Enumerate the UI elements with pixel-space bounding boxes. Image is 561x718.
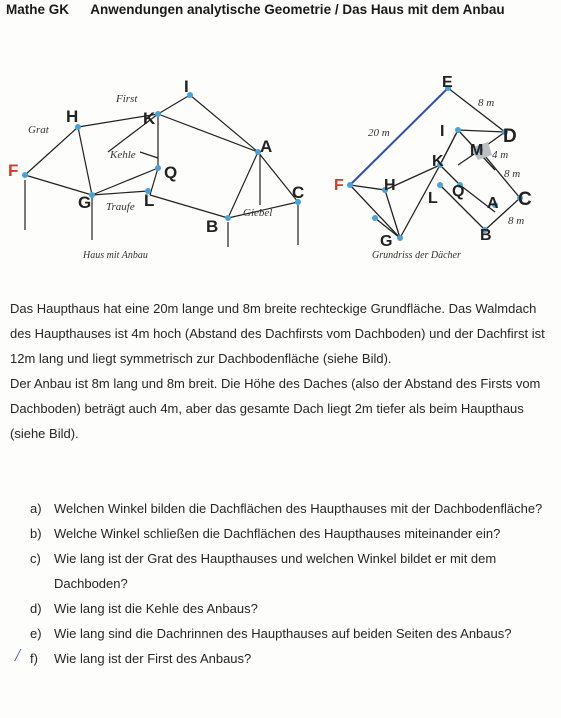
dim-annex-1: 8 m — [504, 168, 521, 180]
roof-edge — [458, 130, 505, 132]
label-E: E — [442, 74, 453, 91]
roof-outline-top — [448, 88, 505, 132]
figures — [0, 0, 561, 290]
task-label: d) — [30, 601, 42, 616]
intro-paragraph-1: Das Haupthaus hat eine 20m lange und 8m breite rechteckige Grundfläche. Das Walmdach des Haupthauses ist 4m hoch (Abstand des Dachfirsts vom Dachboden) und der Dachfirst ist 12m lang und liegt symmetrisch zur Dachbodenfläche (siehe Bild). — [10, 301, 545, 366]
point-L — [437, 182, 443, 188]
point-I — [455, 127, 461, 133]
task-item — [30, 496, 560, 521]
label-I: I — [440, 123, 445, 140]
figure-left-caption: Haus mit Anbau — [83, 250, 148, 261]
ridge-back — [158, 95, 190, 114]
label-A: A — [260, 137, 273, 156]
label-Q: Q — [452, 183, 465, 200]
pen-mark-icon: / — [15, 645, 21, 665]
dim-right: 4 m — [492, 149, 509, 161]
task-text: Wie lang ist die Kehle des Anbaus? — [54, 601, 258, 616]
task-text: Wie lang ist der Grat des Haupthauses und welchen Winkel bildet er mit dem Dachboden? — [54, 551, 497, 591]
task-label: e) — [30, 626, 42, 641]
label-B: B — [480, 227, 492, 244]
figure-right-caption: Grundriss der Dächer — [372, 250, 461, 261]
task-item — [30, 546, 560, 596]
label-Q: Q — [164, 163, 178, 182]
task-item — [30, 646, 560, 671]
annex-ridge — [158, 114, 258, 152]
label-C: C — [518, 189, 532, 210]
task-item — [30, 596, 560, 621]
task-text: Wie lang sind die Dachrinnen des Haupthauses auf beiden Seiten des Anbaus? — [54, 626, 512, 641]
label-C: C — [292, 183, 305, 202]
label-L: L — [428, 190, 438, 207]
label-H: H — [66, 107, 79, 126]
task-list — [30, 496, 560, 671]
task-label: f) — [30, 651, 38, 666]
topic-title: Anwendungen analytische Geometrie / Das Haus mit dem Anbau — [90, 2, 505, 17]
task-label: a) — [30, 501, 42, 516]
task-text: Wie lang ist der First des Anbaus? — [54, 651, 252, 666]
label-B: B — [206, 217, 219, 236]
label-I: I — [184, 77, 189, 96]
label-K: K — [432, 153, 444, 170]
dim-length-main: 20 m — [368, 127, 390, 139]
label-G: G — [380, 233, 393, 250]
label-L: L — [144, 191, 155, 210]
point-Q — [155, 165, 161, 171]
label-M: M — [470, 142, 484, 159]
point-F — [22, 172, 28, 178]
eave-line — [25, 175, 92, 195]
figure-right-labels — [334, 74, 532, 250]
edge-label-traufe: Traufe — [106, 201, 135, 213]
task-item — [30, 621, 560, 646]
edge-label-first: First — [116, 93, 138, 105]
label-F: F — [334, 177, 344, 194]
dim-annex-2: 8 m — [508, 215, 525, 227]
task-label: c) — [30, 551, 41, 566]
label-K: K — [143, 109, 156, 128]
label-F: F — [8, 161, 19, 180]
label-D: D — [503, 126, 517, 147]
kehle-pointer — [140, 152, 158, 158]
annex-eave — [150, 195, 228, 218]
task-label: b) — [30, 526, 42, 541]
dim-top: 8 m — [478, 97, 495, 109]
label-A: A — [487, 195, 499, 212]
point-K — [155, 111, 161, 117]
roof-edge — [190, 95, 258, 152]
edge-label-grat: Grat — [28, 124, 49, 136]
roof-edge — [78, 127, 92, 195]
task-text: Welchen Winkel bilden die Dachflächen des Haupthauses mit der Dachbodenfläche? — [54, 501, 543, 516]
task-item — [30, 521, 560, 546]
point-extra — [372, 215, 378, 221]
label-G: G — [78, 193, 92, 212]
roof-edge — [350, 185, 385, 190]
subject-label: Mathe GK — [6, 2, 70, 17]
point-B — [225, 215, 231, 221]
edge-label-kehle: Kehle — [110, 149, 136, 161]
edge-label-giebel: Giebel — [243, 207, 273, 219]
roof-outline-left — [350, 88, 448, 185]
problem-intro — [10, 296, 555, 446]
point-G — [397, 235, 403, 241]
label-H: H — [384, 177, 396, 194]
point-F — [347, 182, 353, 188]
task-text: Welche Winkel schließen die Dachflächen des Haupthauses miteinander ein? — [54, 526, 501, 541]
intro-paragraph-2: Der Anbau ist 8m lang und 8m breit. Die Höhe des Daches (also der Abstand des Firsts vom Dachboden) beträgt auch 4m, aber das gesamte Dach liegt 2m tiefer als beim Haupthaus (siehe Bild). — [10, 376, 541, 441]
